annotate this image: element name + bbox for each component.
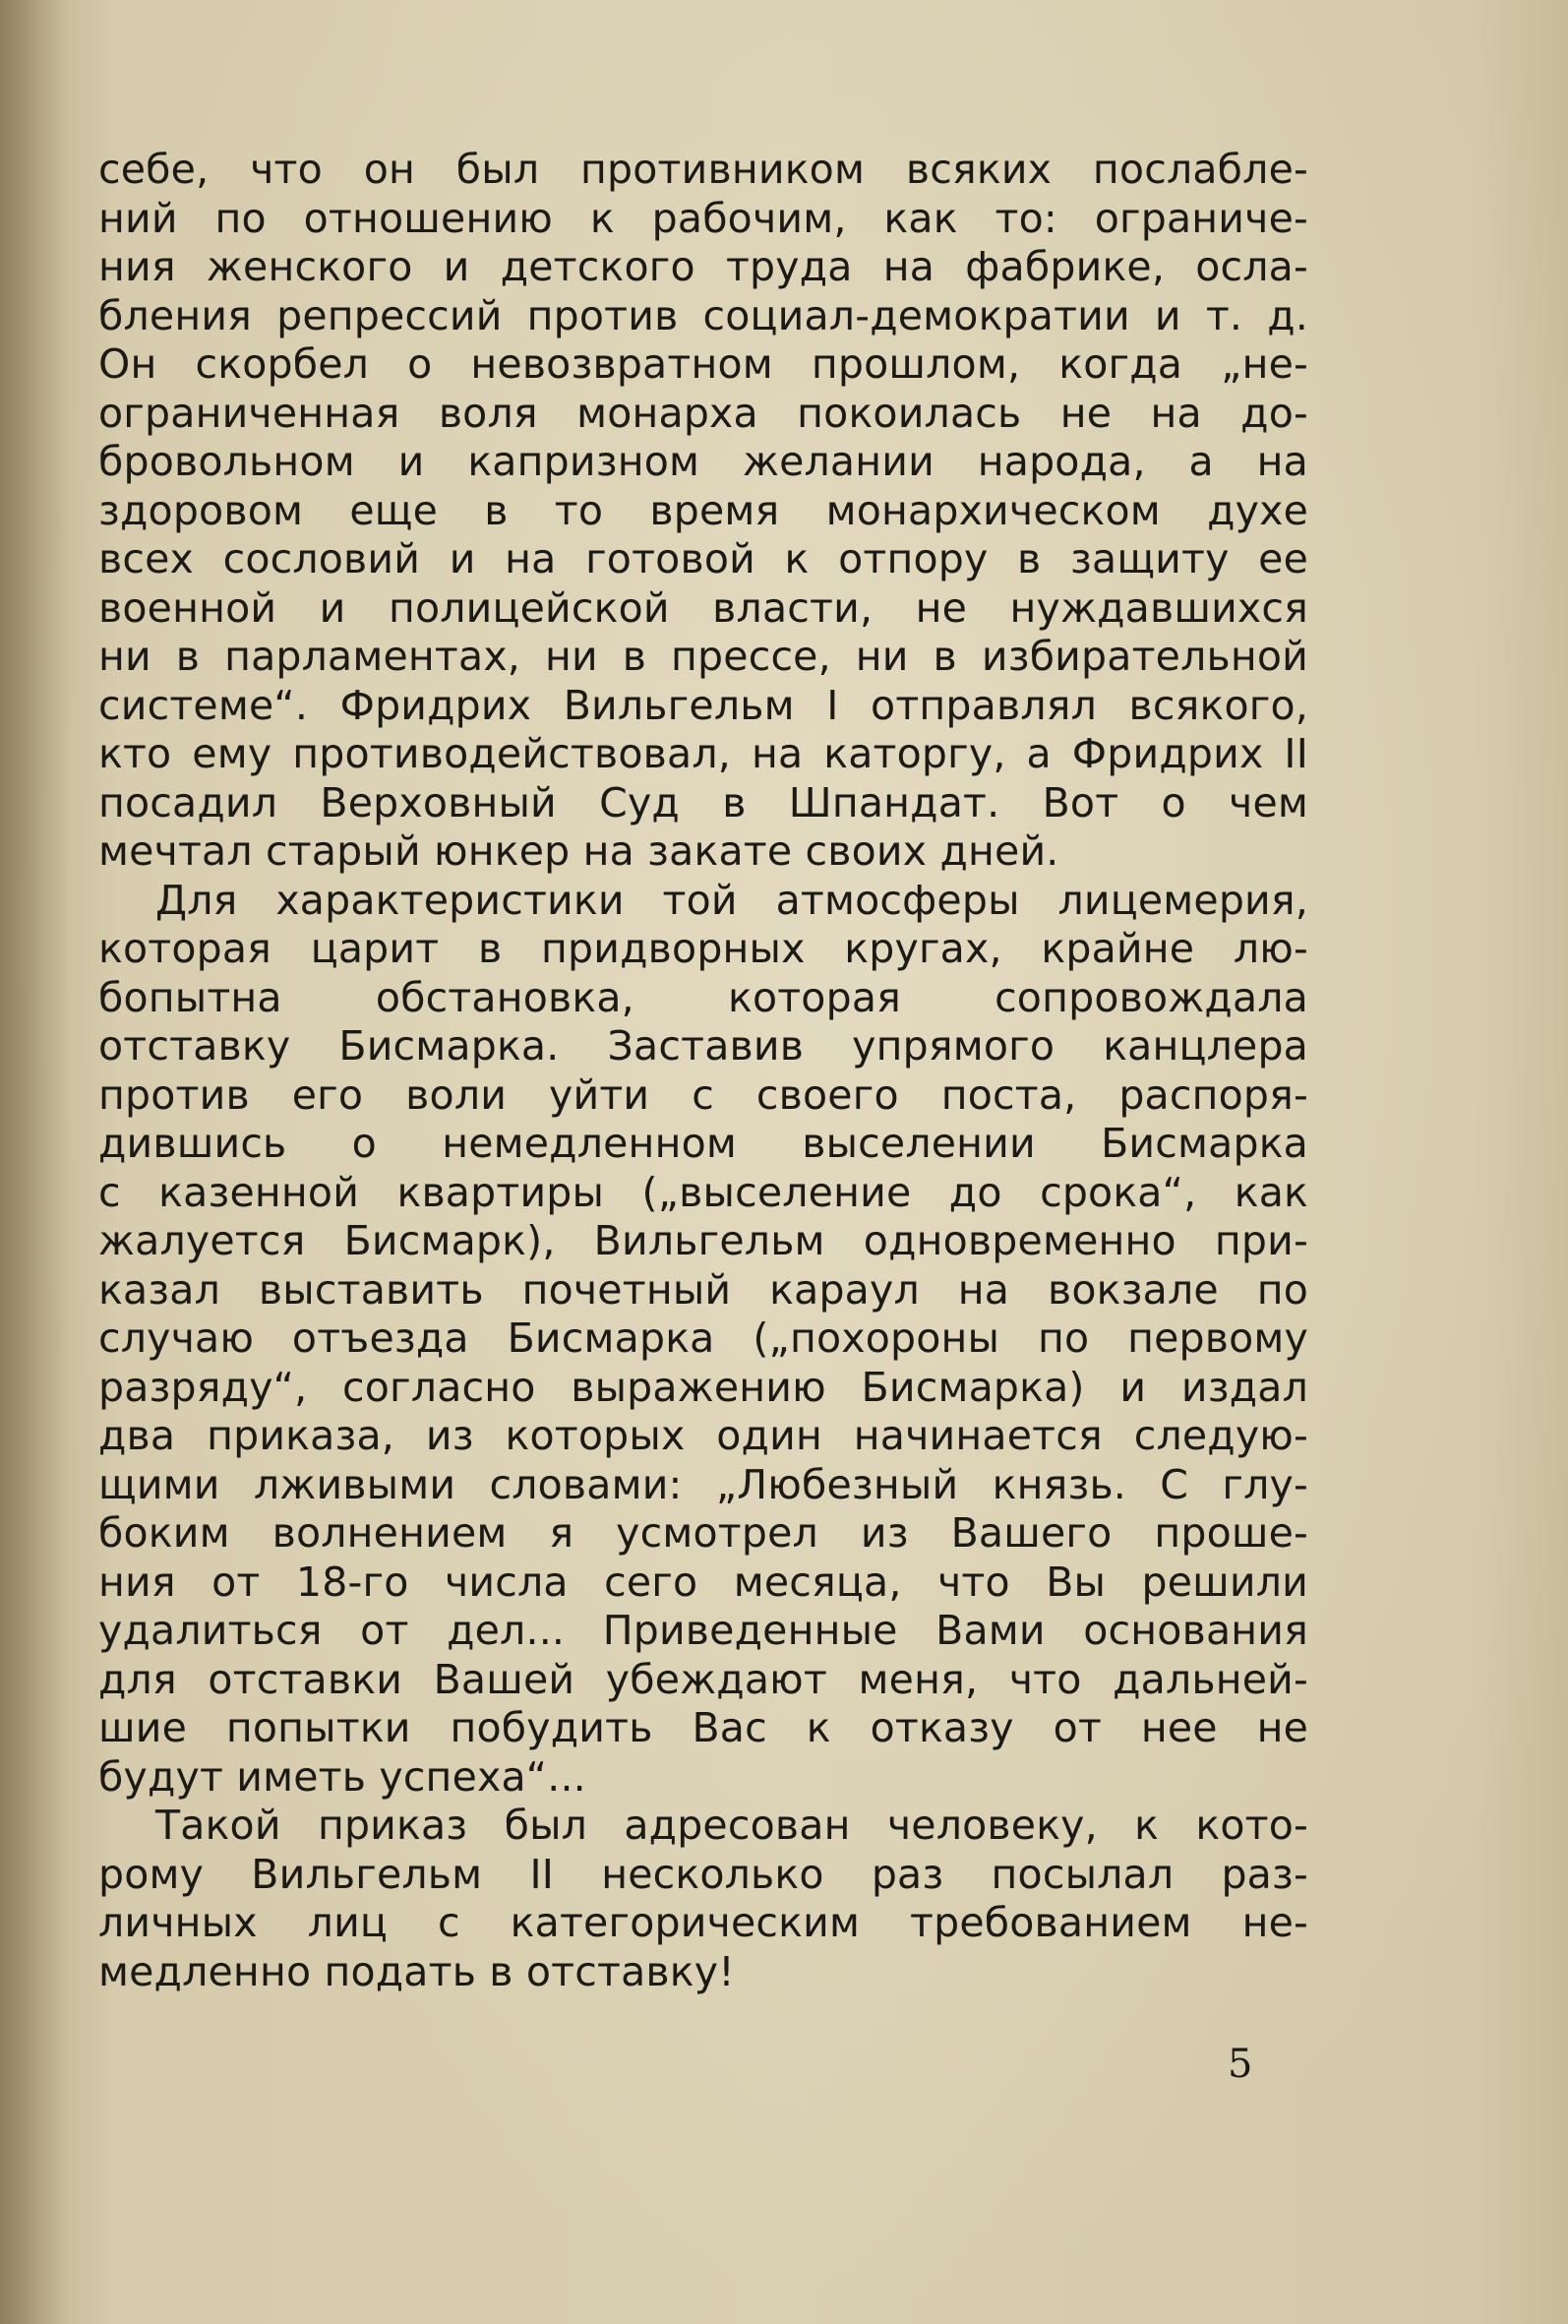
- text-line: ни в парламентах, ни в прессе, ни в избирательной: [98, 633, 1308, 680]
- text-line: рому Вильгельм II несколько раз посылал раз-: [98, 1850, 1308, 1898]
- text-line: кто ему противодействовал, на каторгу, а Фридрих II: [98, 730, 1308, 777]
- text-line: себе, что он был противником всяких послабле-: [98, 146, 1308, 193]
- paragraph-3: [98, 1802, 1308, 1996]
- text-line: бления репрессий против социал-демократии и т. д.: [98, 291, 1308, 339]
- text-line: Он скорбел о невозвратном прошлом, когда „не-: [98, 340, 1308, 388]
- page-number: 5: [1228, 2042, 1253, 2087]
- text-line: системе“. Фридрих Вильгельм I отправлял всякого,: [98, 681, 1308, 729]
- text-line: отставку Бисмарка. Заставив упрямого канцлера: [98, 1022, 1308, 1070]
- text-line: случаю отъезда Бисмарка („похороны по первому: [98, 1315, 1308, 1362]
- text-line: ограниченная воля монарха покоилась не на до-: [98, 389, 1308, 437]
- text-line: которая царит в придворных кругах, крайне лю-: [98, 925, 1308, 972]
- text-line: казал выставить почетный караул на вокзале по: [98, 1265, 1308, 1314]
- text-line: бровольном и капризном желании народа, а на: [98, 438, 1308, 485]
- body-text: [98, 146, 1308, 1996]
- text-line: Такой приказ был адресован человеку, к кото-: [155, 1802, 1308, 1849]
- paragraph-2: [98, 877, 1308, 1803]
- text-line: удалиться от дел... Приведенные Вами основания: [98, 1607, 1308, 1654]
- text-line: бопытна обстановка, которая сопровождала: [98, 973, 1308, 1021]
- text-line: жалуется Бисмарк), Вильгельм одновременно при-: [98, 1217, 1308, 1264]
- text-line: щими лживыми словами: „Любезный князь. С глу-: [98, 1460, 1308, 1508]
- text-line: будут иметь успеха“...: [98, 1752, 586, 1801]
- text-line: ния женского и детского труда на фабрике, осла-: [98, 243, 1308, 290]
- text-line: шие попытки побудить Вас к отказу от нее не: [98, 1704, 1308, 1751]
- text-line: личных лиц с категорическим требованием не-: [98, 1899, 1308, 1946]
- text-line: всех сословий и на готовой к отпору в защиту ее: [98, 535, 1308, 582]
- text-line: посадил Верховный Суд в Шпандат. Вот о чем: [98, 778, 1308, 826]
- text-line: ний по отношению к рабочим, как то: ограниче-: [98, 194, 1308, 242]
- text-line: Для характеристики той атмосферы лицемерия,: [155, 876, 1308, 924]
- paragraph-1: [98, 146, 1308, 877]
- text-line: мечтал старый юнкер на закате своих дней.: [98, 827, 1059, 875]
- text-line: здоровом еще в то время монархическом духе: [98, 486, 1308, 534]
- text-line: дившись о немедленном выселении Бисмарка: [98, 1120, 1308, 1167]
- text-line: против его воли уйти с своего поста, распоря-: [98, 1070, 1308, 1119]
- text-line: военной и полицейской власти, не нуждавшихся: [98, 583, 1308, 632]
- text-line: с казенной квартиры („выселение до срока“, как: [98, 1168, 1308, 1216]
- text-line: ния от 18-го числа сего месяца, что Вы решили: [98, 1558, 1308, 1606]
- text-line: медленно подать в отставку!: [98, 1947, 735, 1995]
- text-line: боким волнением я усмотрел из Вашего проше-: [98, 1509, 1308, 1557]
- text-line: разряду“, согласно выражению Бисмарка) и издал: [98, 1363, 1308, 1411]
- text-line: для отставки Вашей убеждают меня, что дальней-: [98, 1655, 1308, 1703]
- text-line: два приказа, из которых один начинается следую-: [98, 1412, 1308, 1459]
